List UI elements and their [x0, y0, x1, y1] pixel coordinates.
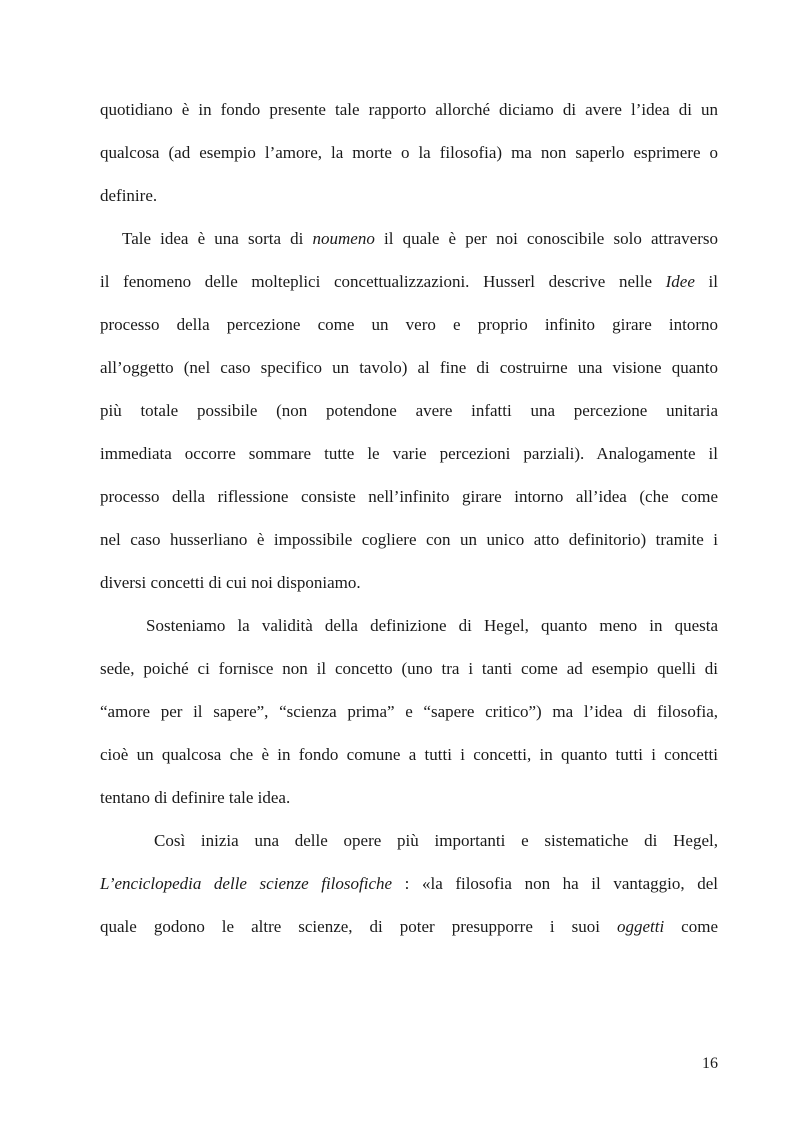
italic-title: Idee — [665, 272, 695, 291]
paragraph-3-line-1: Sosteniamo la validità della definizione di Hegel, quanto meno in questa — [146, 616, 718, 635]
text-run: : «la filosofia non ha il vantaggio, del — [392, 874, 718, 893]
paragraph-1-line-2: qualcosa (ad esempio l’amore, la morte o la filosofia) ma non saperlo esprimere o — [100, 143, 718, 162]
paragraph-2-line-1 — [100, 217, 718, 260]
paragraph-4-line-3 — [100, 905, 718, 948]
paragraph-4-line-2 — [100, 862, 718, 905]
paragraph-2-line-9: diversi concetti di cui noi disponiamo. — [100, 573, 361, 592]
paragraph-2 — [100, 217, 718, 604]
paragraph-2-line-5: più totale possibile (non potendone avere infatti una percezione unitaria — [100, 401, 718, 420]
paragraph-3-line-3: “amore per il sapere”, “scienza prima” e “sapere critico”) ma l’idea di filosofia, — [100, 702, 718, 721]
paragraph-2-line-3: processo della percezione come un vero e proprio infinito girare intorno — [100, 315, 718, 334]
paragraph-3-line-4: cioè un qualcosa che è in fondo comune a tutti i concetti, in quanto tutti i concetti — [100, 745, 718, 764]
paragraph-2-line-8: nel caso husserliano è impossibile cogliere con un unico atto definitorio) tramite i — [100, 530, 718, 549]
paragraph-1 — [100, 88, 718, 217]
paragraph-2-line-6: immediata occorre sommare tutte le varie percezioni parziali). Analogamente il — [100, 444, 718, 463]
italic-book-title: L’enciclopedia delle scienze filosofiche — [100, 874, 393, 893]
paragraph-1-line-3: definire. — [100, 186, 158, 205]
text-run: il quale è per noi conoscibile solo attraverso — [374, 229, 718, 248]
text-run: il fenomeno delle molteplici concettualizzazioni. Husserl descrive nelle — [100, 272, 666, 291]
paragraph-4 — [100, 819, 718, 948]
italic-term: oggetti — [616, 917, 665, 936]
paragraph-3-line-2: sede, poiché ci fornisce non il concetto (uno tra i tanti come ad esempio quelli di — [100, 659, 718, 678]
page-number: 16 — [702, 1055, 718, 1072]
paragraph-3-line-5: tentano di definire tale idea. — [100, 788, 291, 807]
text-run: quale godono le altre scienze, di poter presupporre i suoi — [100, 917, 617, 936]
paragraph-4-line-1: Così inizia una delle opere più importanti e sistematiche di Hegel, — [154, 831, 718, 850]
text-run: il — [694, 272, 719, 291]
paragraph-2-line-4: all’oggetto (nel caso specifico un tavolo) al fine di costruirne una visione quanto — [100, 358, 718, 377]
paragraph-2-line-2 — [100, 260, 718, 303]
paragraph-1-line-1: quotidiano è in fondo presente tale rapporto allorché diciamo di avere l’idea di un — [100, 100, 718, 119]
paragraph-3 — [100, 604, 718, 819]
text-run: Tale idea è una sorta di — [122, 229, 313, 248]
document-page — [100, 88, 718, 948]
italic-term: noumeno — [312, 229, 375, 248]
paragraph-2-line-7: processo della riflessione consiste nell’infinito girare intorno all’idea (che come — [100, 487, 718, 506]
text-run: come — [664, 917, 718, 936]
